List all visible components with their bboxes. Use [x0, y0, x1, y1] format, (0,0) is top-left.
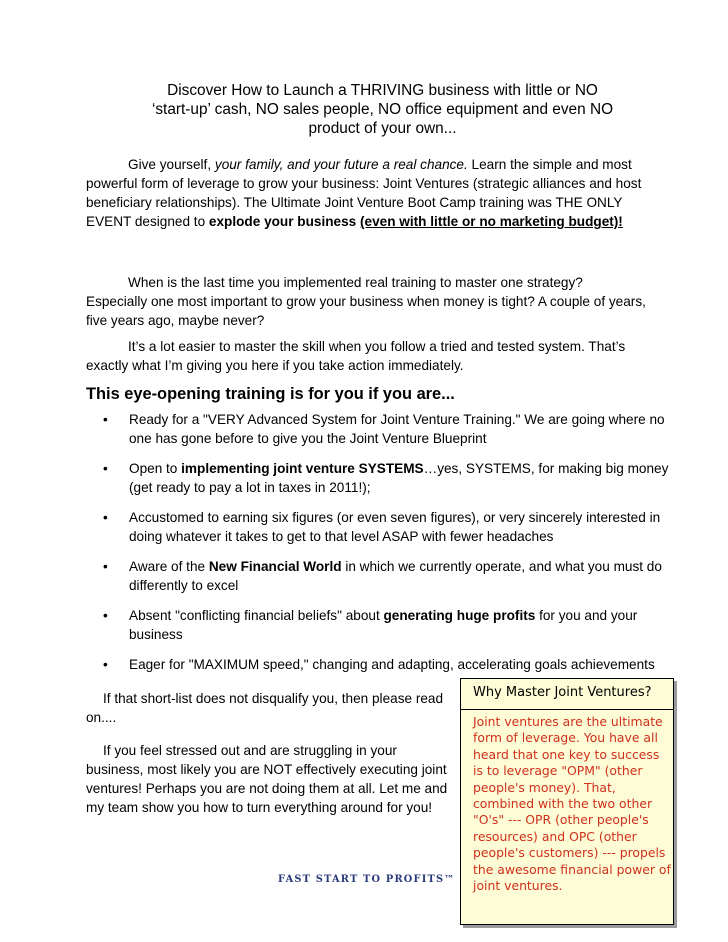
bullet-glyph: •	[103, 510, 108, 525]
bullet-glyph: •	[103, 559, 108, 574]
intro-paragraph	[86, 155, 646, 231]
callout-body: Joint ventures are the ultimate form of leverage. You have all heard that one key to success is to leverage "OPM" (other people's money). That, combined with the two other "O's" --- OPR (other people's resources) and OPC (other people's customers) --- propels the awesome financial power of joint ventures.	[473, 714, 671, 894]
section-title: This eye-opening training is for you if you are...	[86, 385, 455, 403]
list-item	[86, 557, 671, 595]
bullet-glyph: •	[103, 657, 108, 672]
intro-bold: explode your business	[208, 214, 357, 229]
paragraph-short-list: If that short-list does not disqualify you, then please read on....	[86, 691, 444, 725]
bullet-glyph: •	[103, 412, 108, 427]
callout-title: Why Master Joint Ventures?	[473, 685, 652, 700]
list-item	[86, 606, 671, 644]
headline-line-1: Discover How to Launch a THRIVING business with little or NO	[167, 82, 598, 99]
list-item	[86, 459, 671, 497]
list-item-text: …yes, SYSTEMS, for making big money (get ready to pay a lot in taxes in 2011!);	[129, 461, 669, 495]
paragraph-easier: It’s a lot easier to master the skill when you follow a tried and tested system. That’s exactly what I’m giving you here if you take action immediately.	[86, 339, 626, 373]
callout-box	[460, 678, 674, 925]
list-item-bold: implementing joint venture SYSTEMS	[181, 461, 424, 476]
list-item-text: Eager for "MAXIMUM speed," changing and adapting, accelerating goals achievements	[129, 657, 655, 672]
list-item-bold: generating huge profits	[383, 608, 536, 623]
headline	[100, 81, 665, 138]
list-item-text: Absent "conflicting financial beliefs" about	[129, 608, 384, 623]
list-item	[86, 655, 671, 674]
intro-lead: Give yourself,	[128, 157, 215, 172]
callout-divider	[461, 709, 673, 710]
list-item-text: for you and your business	[129, 608, 638, 642]
list-item-text: in which we currently operate, and what you must do differently to excel	[129, 559, 662, 593]
list-item-text: Open to	[129, 461, 182, 476]
intro-bold-underline: (even with little or no marketing budget)!	[360, 214, 623, 229]
qualification-list	[86, 410, 671, 685]
list-item	[86, 508, 671, 546]
list-item-bold: New Financial World	[208, 559, 342, 574]
list-item-text: Aware of the	[129, 559, 209, 574]
headline-line-2: ‘start-up’ cash, NO sales people, NO office equipment and even NO	[151, 101, 614, 118]
bullet-glyph: •	[103, 461, 108, 476]
paragraph-stressed: If you feel stressed out and are struggling in your business, most likely you are NOT effectively executing joint ventures! Perhaps you are not doing them at all. Let me and my team show you how to turn everything around for you!	[86, 743, 448, 815]
paragraph-when: When is the last time you implemented real training to master one strategy? Especially one most important to grow your business when money is tight? A couple of years, five years ago, maybe never?	[86, 275, 646, 328]
list-item	[86, 410, 671, 448]
intro-italic: your family, and your future a real chance.	[214, 157, 468, 172]
list-item-text: Ready for a "VERY Advanced System for Joint Venture Training." We are going where no one has gone before to give you the Joint Venture Blueprint	[129, 412, 665, 446]
intro-mid: Learn the simple and most powerful form of leverage to grow your business: Joint Ventures (strategic alliances and host beneficiary relationships). The Ultimate Joint Venture Boot Camp training was THE ONLY EVENT designed to	[86, 157, 642, 229]
footer-brand: FAST START TO PROFITS™	[278, 874, 456, 885]
list-item-text: Accustomed to earning six figures (or even seven figures), or very sincerely interested in doing whatever it takes to get to that level ASAP with fewer headaches	[129, 510, 661, 544]
bullet-glyph: •	[103, 608, 108, 623]
headline-line-3: product of your own...	[308, 120, 457, 137]
